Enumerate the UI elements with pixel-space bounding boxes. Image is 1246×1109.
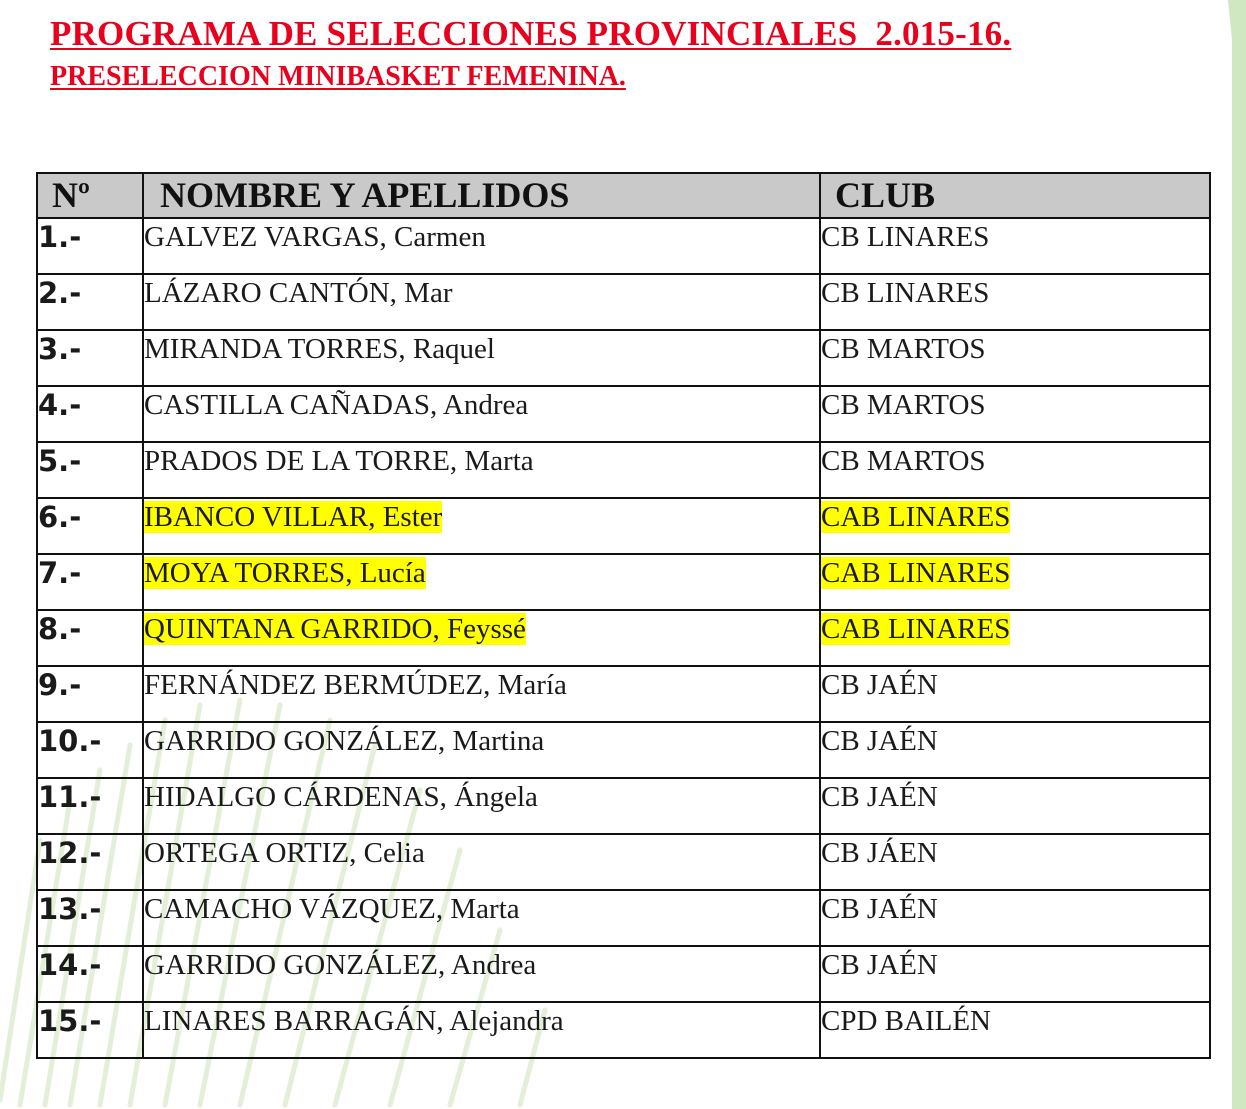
player-name-cell xyxy=(143,218,820,274)
table-row xyxy=(37,386,1210,442)
column-header-number: Nº xyxy=(37,173,143,218)
player-club-cell xyxy=(820,218,1210,274)
table-row xyxy=(37,834,1210,890)
player-name-cell xyxy=(143,778,820,834)
table-row xyxy=(37,442,1210,498)
row-number: 12.- xyxy=(37,834,143,890)
player-name-cell xyxy=(143,722,820,778)
player-club: CAB LINARES xyxy=(821,501,1011,533)
player-club: CPD BAILÉN xyxy=(821,1005,991,1037)
row-number: 11.- xyxy=(37,778,143,834)
table-row xyxy=(37,330,1210,386)
player-name: CAMACHO VÁZQUEZ, Marta xyxy=(144,893,520,925)
player-name-cell xyxy=(143,666,820,722)
player-name: MOYA TORRES, Lucía xyxy=(144,557,426,589)
row-number: 9.- xyxy=(37,666,143,722)
player-name: GARRIDO GONZÁLEZ, Andrea xyxy=(144,949,537,981)
row-number: 3.- xyxy=(37,330,143,386)
player-name-cell xyxy=(143,1002,820,1058)
table-row xyxy=(37,498,1210,554)
player-club-cell xyxy=(820,946,1210,1002)
player-club-cell xyxy=(820,1002,1210,1058)
table-header-row xyxy=(37,173,1210,218)
player-name: LINARES BARRAGÁN, Alejandra xyxy=(144,1005,564,1037)
row-number: 1.- xyxy=(37,218,143,274)
player-name-cell xyxy=(143,442,820,498)
table-row xyxy=(37,274,1210,330)
row-number: 8.- xyxy=(37,610,143,666)
player-club-cell xyxy=(820,722,1210,778)
player-name: CASTILLA CAÑADAS, Andrea xyxy=(144,389,529,421)
page-title: PROGRAMA DE SELECCIONES PROVINCIALES 2.015-16. xyxy=(50,14,1012,53)
player-name-cell xyxy=(143,554,820,610)
player-club-cell xyxy=(820,610,1210,666)
player-name-cell xyxy=(143,610,820,666)
player-name: QUINTANA GARRIDO, Feyssé xyxy=(144,613,526,645)
row-number: 14.- xyxy=(37,946,143,1002)
column-header-club: CLUB xyxy=(820,173,1210,218)
player-name: PRADOS DE LA TORRE, Marta xyxy=(144,445,534,477)
row-number: 7.- xyxy=(37,554,143,610)
player-club: CB LINARES xyxy=(821,277,990,309)
table-row xyxy=(37,722,1210,778)
player-name: IBANCO VILLAR, Ester xyxy=(144,501,443,533)
table-body xyxy=(37,218,1210,1058)
player-name-cell xyxy=(143,498,820,554)
table-row xyxy=(37,890,1210,946)
table-row xyxy=(37,218,1210,274)
table-row xyxy=(37,610,1210,666)
player-club: CB MARTOS xyxy=(821,389,986,421)
player-club: CB MARTOS xyxy=(821,445,986,477)
player-club: CB JAÉN xyxy=(821,669,938,701)
player-club-cell xyxy=(820,666,1210,722)
player-name-cell xyxy=(143,834,820,890)
player-club: CB LINARES xyxy=(821,221,990,253)
player-name: MIRANDA TORRES, Raquel xyxy=(144,333,495,365)
player-name: LÁZARO CANTÓN, Mar xyxy=(144,277,453,309)
player-name-cell xyxy=(143,330,820,386)
player-name-cell xyxy=(143,890,820,946)
player-name: GALVEZ VARGAS, Carmen xyxy=(144,221,486,253)
player-club-cell xyxy=(820,554,1210,610)
page-subtitle: PRESELECCION MINIBASKET FEMENINA. xyxy=(50,61,626,92)
player-club: CAB LINARES xyxy=(821,613,1011,645)
player-club-cell xyxy=(820,442,1210,498)
row-number: 2.- xyxy=(37,274,143,330)
row-number: 6.- xyxy=(37,498,143,554)
table-row xyxy=(37,946,1210,1002)
player-club: CB MARTOS xyxy=(821,333,986,365)
table-row xyxy=(37,554,1210,610)
player-name-cell xyxy=(143,386,820,442)
player-club: CAB LINARES xyxy=(821,557,1011,589)
player-club-cell xyxy=(820,834,1210,890)
player-club: CB JAÉN xyxy=(821,893,938,925)
player-name-cell xyxy=(143,274,820,330)
players-table xyxy=(36,172,1211,1059)
player-club-cell xyxy=(820,274,1210,330)
player-name: GARRIDO GONZÁLEZ, Martina xyxy=(144,725,545,757)
player-club: CB JAÉN xyxy=(821,949,938,981)
player-club: CB JAÉN xyxy=(821,725,938,757)
player-club-cell xyxy=(820,778,1210,834)
player-name: ORTEGA ORTIZ, Celia xyxy=(144,837,425,869)
table-row xyxy=(37,1002,1210,1058)
row-number: 4.- xyxy=(37,386,143,442)
player-name-cell xyxy=(143,946,820,1002)
player-name: FERNÁNDEZ BERMÚDEZ, María xyxy=(144,669,567,701)
column-header-name: NOMBRE Y APELLIDOS xyxy=(143,173,820,218)
player-name: HIDALGO CÁRDENAS, Ángela xyxy=(144,781,538,813)
player-club: CB JAÉN xyxy=(821,781,938,813)
player-club-cell xyxy=(820,330,1210,386)
row-number: 5.- xyxy=(37,442,143,498)
row-number: 10.- xyxy=(37,722,143,778)
table-row xyxy=(37,778,1210,834)
player-club-cell xyxy=(820,498,1210,554)
row-number: 15.- xyxy=(37,1002,143,1058)
player-club-cell xyxy=(820,386,1210,442)
player-club-cell xyxy=(820,890,1210,946)
table-row xyxy=(37,666,1210,722)
player-club: CB JÁEN xyxy=(821,837,938,869)
row-number: 13.- xyxy=(37,890,143,946)
